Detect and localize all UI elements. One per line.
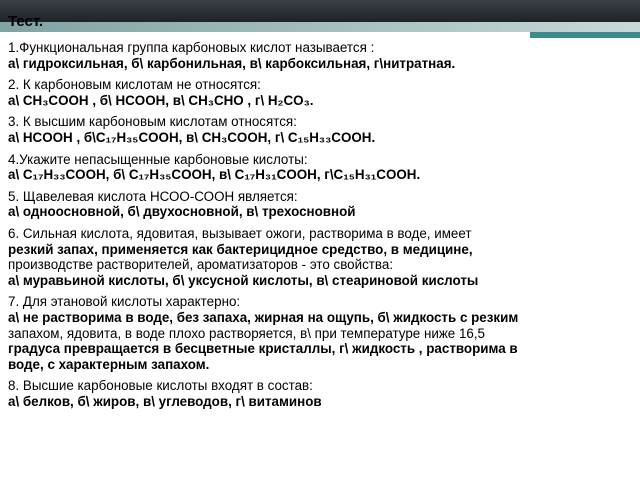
answer-line: а\ CH₃COOH , б\ HCOOH, в\ CH₃CHO , г\ H₂CO₃. <box>8 92 314 108</box>
question-3 <box>8 114 628 145</box>
answer-line: производстве растворителей, ароматизаторов - это свойства: <box>8 257 394 273</box>
question-list <box>8 40 628 415</box>
answer-line: а\ HCOOH , б\C₁₇H₃₅COOH, в\ CH₃COOH, г\ C₁₅H₃₃COOH. <box>8 129 376 145</box>
answer-line: воде, с характерным запахом. <box>8 356 210 372</box>
slide-title: Тест. <box>8 13 44 30</box>
header-accent-bar <box>530 32 640 38</box>
answer-line: а\ C₁₇H₃₃COOH, б\ C₁₇H₃₅COOH, в\ C₁₇H₃₁COOH, г\C₁₅H₃₁COOH. <box>8 167 421 183</box>
question-5 <box>8 189 628 220</box>
question-text: 7. Для этановой кислоты характерно: <box>8 294 241 310</box>
answer-line: а\ муравьиной кислоты, б\ уксусной кислоты, в\ стеариновой кислоты <box>8 272 479 288</box>
question-text: 2. К карбоновым кислотам не относятся: <box>8 77 261 93</box>
question-text: 5. Щавелевая кислота НСОО-СООН является: <box>8 188 298 204</box>
header-teal-bar <box>0 22 640 32</box>
answer-line: градуса превращается в бесцветные кристаллы, г\ жидкость , растворима в <box>8 341 518 357</box>
answer-line: а\ гидроксильная, б\ карбонильная, в\ карбоксильная, г\нитратная. <box>8 55 456 71</box>
slide-header <box>0 0 640 38</box>
question-1 <box>8 40 628 71</box>
answer-line: резкий запах, применяется как бактерицидное средство, в медицине, <box>8 241 473 257</box>
question-8 <box>8 378 628 409</box>
question-text: 6. Сильная кислота, ядовитая, вызывает ожоги, растворима в воде, имеет <box>8 225 472 241</box>
answer-line: а\ белков, б\ жиров, в\ углеводов, г\ витаминов <box>8 393 322 409</box>
question-2 <box>8 77 628 108</box>
question-4 <box>8 152 628 183</box>
answer-line: а\ одноосновной, б\ двухосновной, в\ трехосновной <box>8 204 356 220</box>
question-text: 8. Высшие карбоновые кислоты входят в состав: <box>8 378 313 394</box>
question-7 <box>8 294 628 372</box>
question-text: 3. К высшим карбоновым кислотам относятся: <box>8 114 297 130</box>
answer-line: а\ не растворима в воде, без запаха, жирная на ощупь, б\ жидкость с резким <box>8 309 519 325</box>
question-6 <box>8 226 628 288</box>
answer-line: запахом, ядовита, в воде плохо растворяется, в\ при температуре ниже 16,5 <box>8 325 486 341</box>
question-text: 1.Функциональная группа карбоновых кислот называется : <box>8 40 375 55</box>
header-dark-bar <box>0 0 640 22</box>
question-text: 4.Укажите непасыщенные карбоновые кислоты: <box>8 151 308 167</box>
